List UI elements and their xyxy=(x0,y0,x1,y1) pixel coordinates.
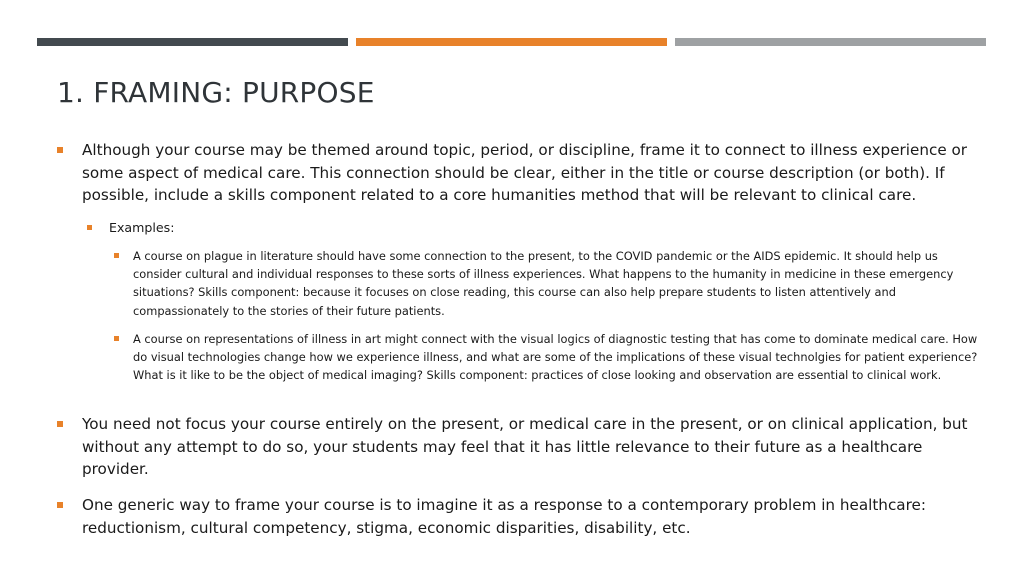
bullet-example-plague xyxy=(133,247,983,320)
bullet-example-art xyxy=(133,330,983,385)
slide-title: 1. FRAMING: PURPOSE xyxy=(57,76,375,109)
bullet-text: One generic way to frame your course is to imagine it as a response to a contemporary problem in healthcare: reductionism, cultural competency, stigma, economic disparities, disability, etc. xyxy=(82,496,926,537)
bullet-text: A course on plague in literature should have some connection to the present, to the COVID pandemic or the AIDS epidemic. It should help us consider cultural and individual responses to these sorts of illness experiences. What happens to the humanity in medicine in these emergency situations? Skills component: because it focuses on close reading, this course can also help prepare students to listen attentively and compassionately to the stories of their future patients. xyxy=(133,249,954,318)
square-bullet-icon xyxy=(57,147,63,153)
bullet-text: Although your course may be themed around topic, period, or discipline, frame it to connect to illness experience or some aspect of medical care. This connection should be clear, either in the title or course description (or both). If possible, include a skills component related to a core humanities method that will be relevant to clinical care. xyxy=(82,141,968,205)
square-bullet-icon xyxy=(57,502,63,508)
bullet-text: A course on representations of illness in art might connect with the visual logics of diagnostic testing that has come to dominate medical care. How do visual technologies change how we experience illness, and what are some of the implications of these visual technolgies for patient experience? What is it like to be the object of medical imaging? Skills component: practices of close looking and observation are essential to clinical work. xyxy=(133,332,978,383)
bullet-generic-frame xyxy=(82,494,972,539)
bullet-text: You need not focus your course entirely on the present, or medical care in the present, or on clinical application, but without any attempt to do so, your students may feel that it has little relevance to their future as a healthcare provider. xyxy=(82,415,968,479)
square-bullet-icon xyxy=(57,421,63,427)
bullet-text: Examples: xyxy=(109,220,175,235)
square-bullet-icon xyxy=(114,336,119,341)
bullet-framing-connection xyxy=(82,139,972,207)
square-bullet-icon xyxy=(87,225,92,230)
bullet-relevance xyxy=(82,413,972,481)
bullet-examples xyxy=(109,219,969,237)
square-bullet-icon xyxy=(114,253,119,258)
